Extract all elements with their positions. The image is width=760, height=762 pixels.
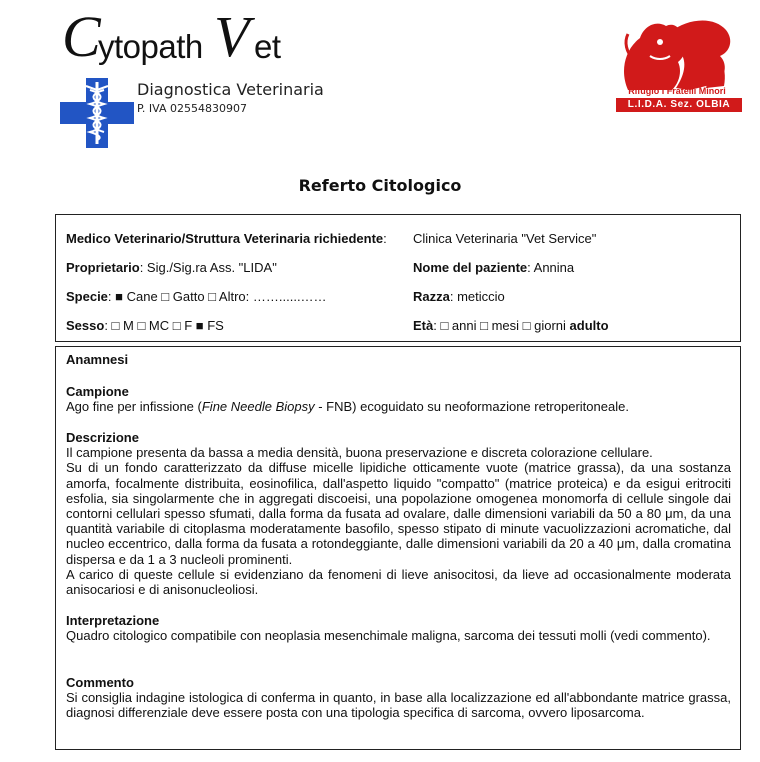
patient-name-value: Annina <box>533 260 575 275</box>
requesting-vet-value: Clinica Veterinaria "Vet Service" <box>413 231 597 246</box>
anamnesis-heading: Anamnesi <box>66 352 129 367</box>
species-value: ■ Cane □ Gatto □ Altro: ……......…… <box>115 289 327 304</box>
logo-letter-v: V <box>214 4 250 69</box>
veterinary-cross-icon <box>60 78 134 148</box>
sample-text: Ago fine per infissione (Fine Needle Biopsy - FNB) ecoguidato su neoformazione retroperitoneale. <box>66 399 629 415</box>
lida-logo-banner: L.I.D.A. Sez. OLBIA <box>616 98 742 112</box>
patient-name-field: Nome del paziente: Annina <box>413 260 575 275</box>
breed-value: meticcio <box>457 289 505 304</box>
lida-logo-caption: Rifugio I Fratelli Minori <box>628 86 726 96</box>
comment-text: Si consiglia indagine istologica di conferma in quanto, in base alla localizzazione ed all'abbondante matrice grassa, diagnosi differenziale deve essere posta con una tipologia specifica di sarcoma, ovvero liposarcoma. <box>66 690 731 721</box>
sex-field: Sesso: □ M □ MC □ F ■ FS <box>66 318 224 333</box>
report-body-box <box>55 346 741 750</box>
sample-text-italic: Fine Needle Biopsy <box>201 399 315 415</box>
requesting-vet-label: Medico Veterinario/Struttura Veterinaria richiedente <box>66 231 384 246</box>
description-heading: Descrizione <box>66 430 139 445</box>
interpretation-heading: Interpretazione <box>66 613 160 628</box>
comment-heading: Commento <box>66 675 134 690</box>
age-field: Età: □ anni □ mesi □ giorni adulto <box>413 318 609 333</box>
owner-label: Proprietario <box>66 260 140 275</box>
sample-section <box>66 384 731 414</box>
sample-heading: Campione <box>66 384 129 399</box>
logo-letter-c: C <box>62 4 101 69</box>
age-value: □ anni □ mesi □ giorni <box>440 318 566 333</box>
species-label: Specie <box>66 289 108 304</box>
requesting-vet-field: Medico Veterinario/Struttura Veterinaria richiedente: <box>66 231 387 246</box>
owner-field: Proprietario: Sig./Sig.ra Ass. "LIDA" <box>66 260 277 275</box>
breed-field: Razza: meticcio <box>413 289 505 304</box>
comment-section <box>66 675 731 721</box>
description-paragraph-1: Il campione presenta da bassa a media densità, buona preservazione e discreta colorazione cellulare. <box>66 445 653 461</box>
species-field: Specie: ■ Cane □ Gatto □ Altro: ……......…… <box>66 289 327 304</box>
document-title: Referto Citologico <box>298 176 462 195</box>
age-bold-value: adulto <box>569 318 609 333</box>
patient-name-label: Nome del paziente <box>413 260 528 275</box>
logo-word-et: et <box>254 28 281 65</box>
company-subtitle: Diagnostica Veterinaria <box>137 80 324 99</box>
logo-word-ytopath: ytopath <box>98 28 203 65</box>
anamnesis-section <box>66 352 731 367</box>
sex-value: □ M □ MC □ F ■ FS <box>111 318 224 333</box>
description-section <box>66 430 731 597</box>
age-label: Età <box>413 318 434 333</box>
company-vat-number: P. IVA 02554830907 <box>137 102 247 115</box>
owner-value: Sig./Sig.ra Ass. "LIDA" <box>146 260 277 275</box>
description-paragraph-2: Su di un fondo caratterizzato da diffuse micelle lipidiche otticamente vuote (matrice grassa), da una sostanza amorfa, focalmente distribuita, eosinofilica, dall'aspetto liquido "compatto" (matrice proteica) e da esigui eritrociti esfolia, sia singolarmente che in aggregati discoeisi, una popolazione omogenea monomorfa di cellule singole dai contorni cellulari spesso sfumati, dalla forma da fusata ad ovalare, dalle dimensioni variabili da 50 a 80 μm, da una quantità variabile di citoplasma moderatamente basofilo, spesso stipato di minute vacuolizzazioni acromatiche, dal nucleo eccentrico, dalla forma da fusata a rotondeggiante, dalle dimensioni variabili da 20 a 40 μm, dalla cromatina dispersa e da 1 a 3 nucleoli prominenti. <box>66 460 731 567</box>
interpretation-section <box>66 613 731 643</box>
sex-label: Sesso <box>66 318 105 333</box>
interpretation-text: Quadro citologico compatibile con neoplasia mesenchimale maligna, sarcoma dei tessuti molli (vedi commento). <box>66 628 711 644</box>
breed-label: Razza <box>413 289 450 304</box>
description-paragraph-3: A carico di queste cellule si evidenziano da fenomeni di lieve anisocitosi, da lieve ad occasionalmente moderata anisocariosi e di anisonucleoliosi. <box>66 566 731 598</box>
patient-info-box <box>55 214 741 342</box>
